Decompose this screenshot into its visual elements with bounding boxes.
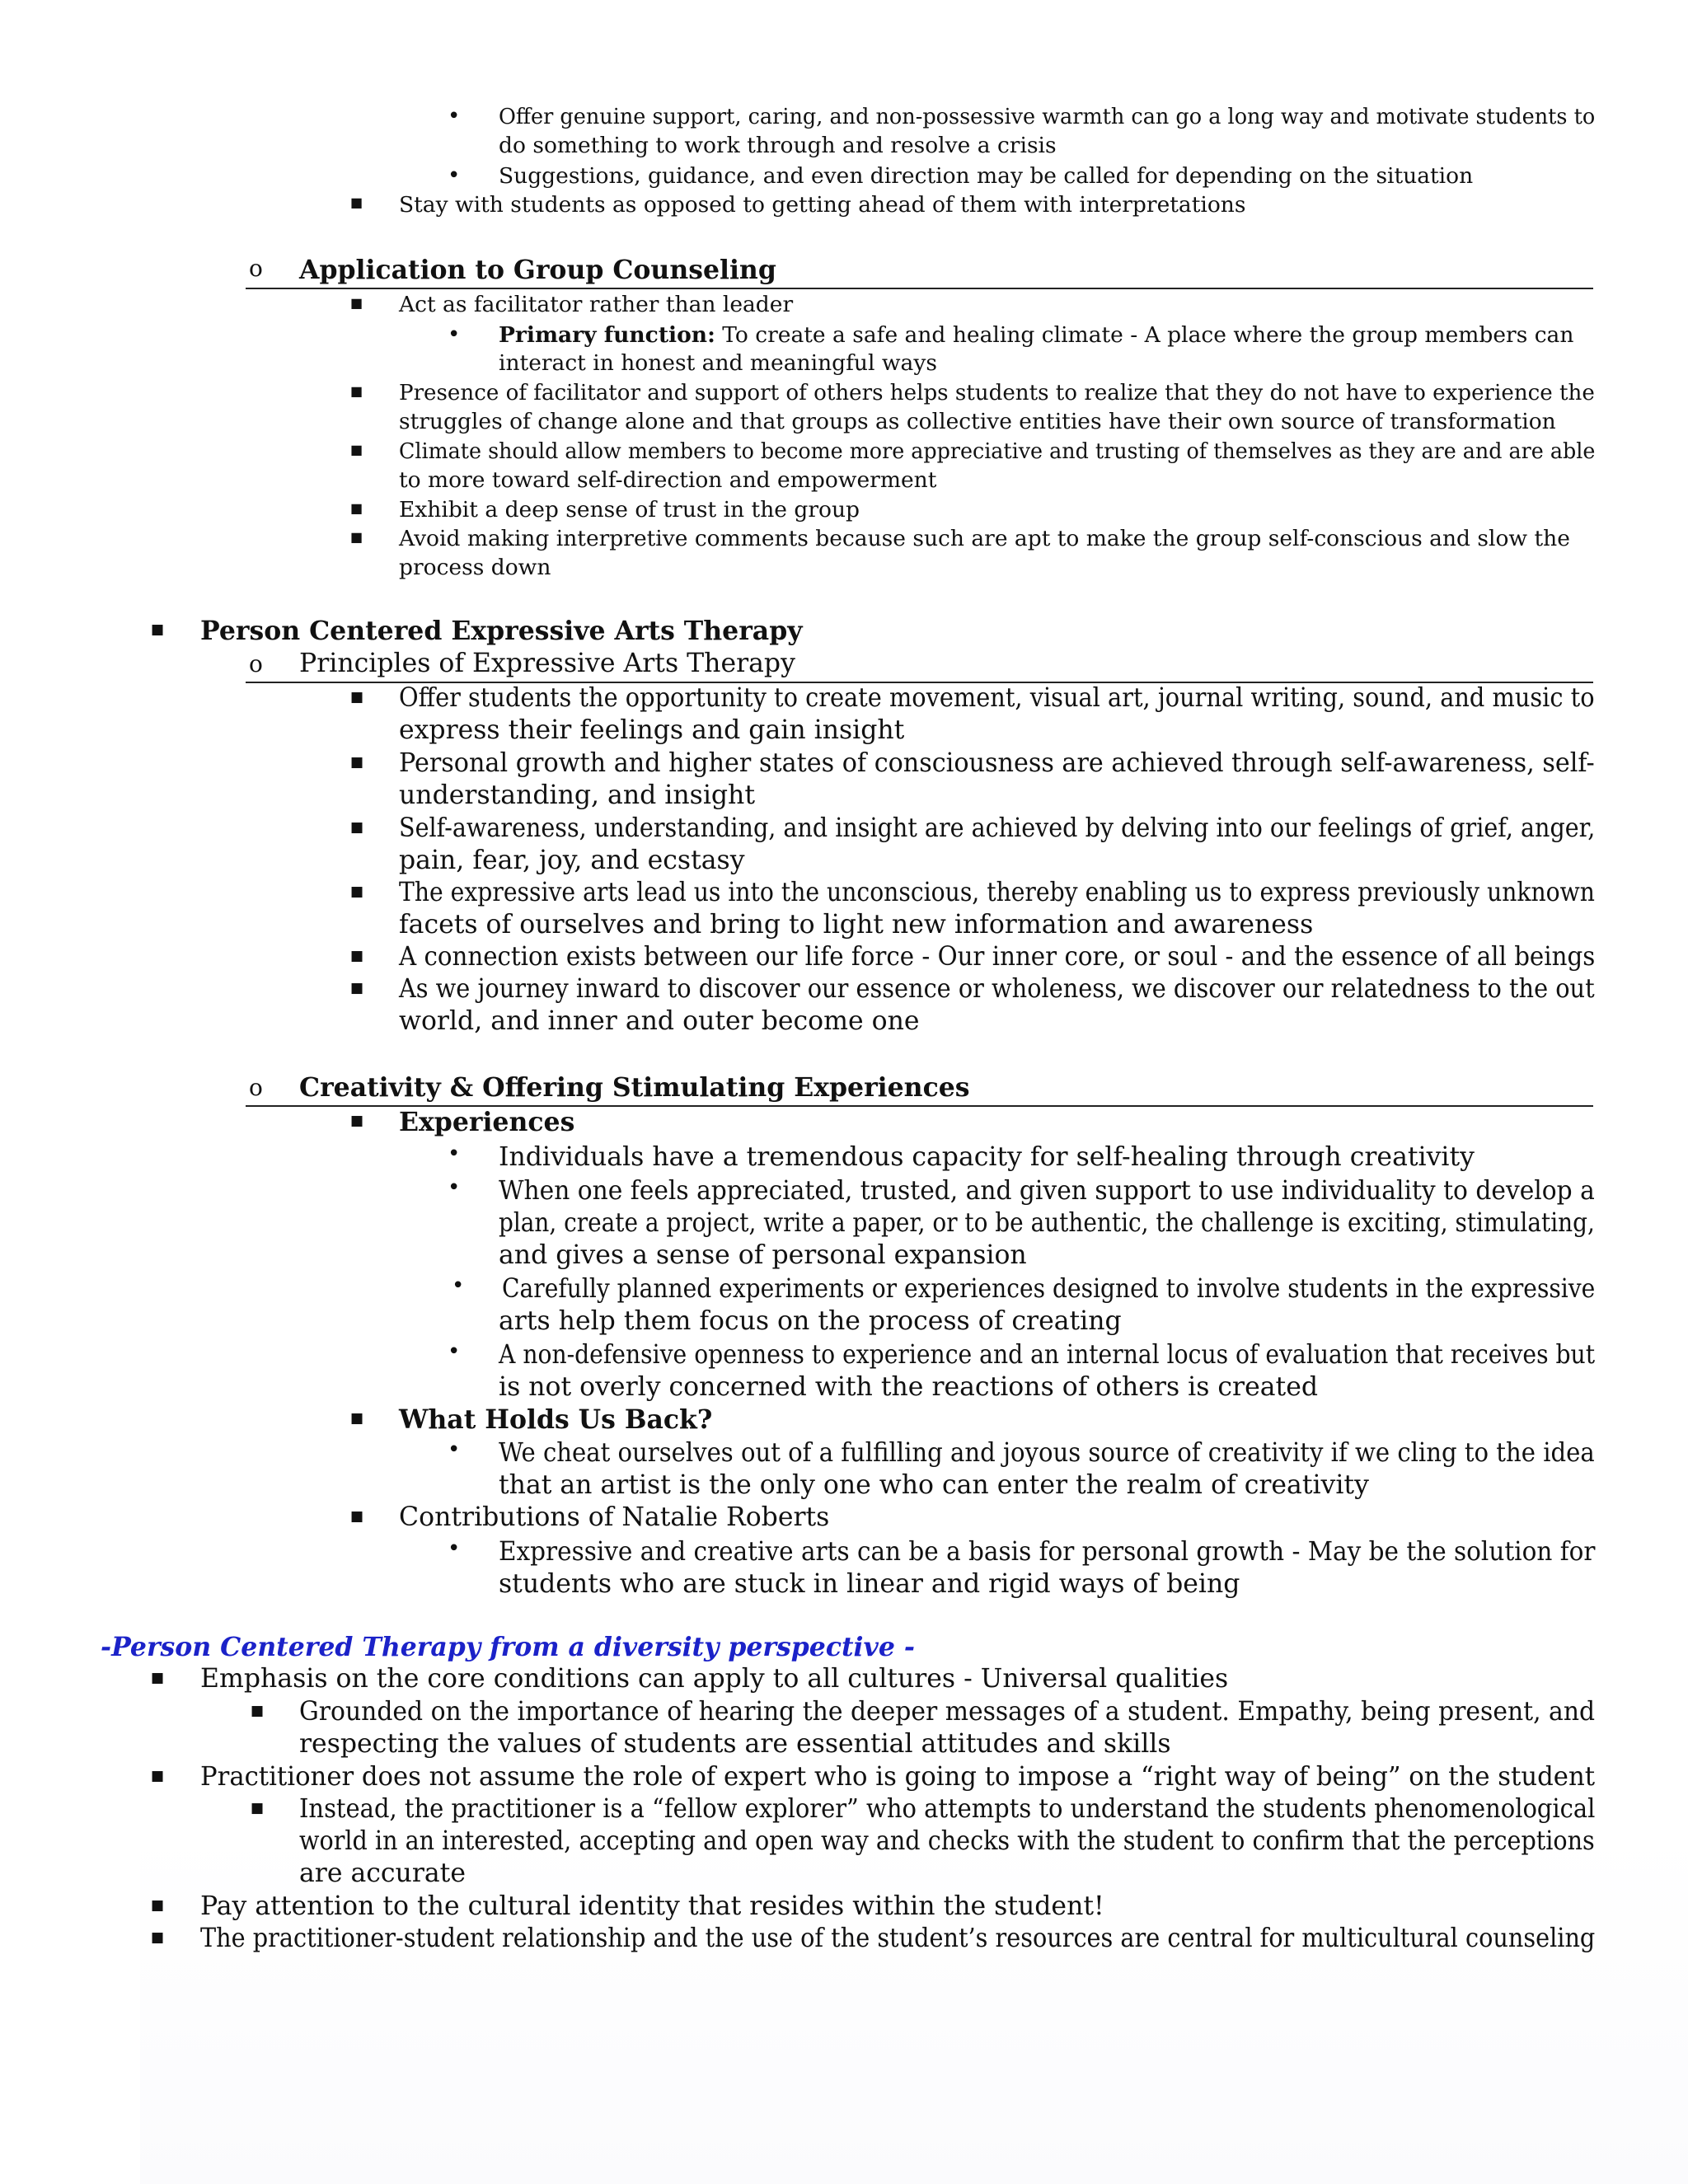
list-item: As we journey inward to discover our essence or wholeness, we discover our relatedness to the out bbox=[399, 974, 1595, 1004]
bullet-square: ■ bbox=[151, 1768, 165, 1784]
list-item: Act as facilitator rather than leader bbox=[399, 292, 794, 317]
list-item: Offer students the opportunity to create movement, visual art, journal writing, sound, and music to bbox=[399, 683, 1595, 713]
list-item: Instead, the practitioner is a “fellow explorer” who attempts to understand the students phenomenological bbox=[299, 1794, 1596, 1824]
list-item: We cheat ourselves out of a fulfilling and joyous source of creativity if we cling to the idea bbox=[499, 1438, 1595, 1468]
list-item-continuation: plan, create a project, write a paper, or to be authentic, the challenge is exciting, stimulating, bbox=[499, 1208, 1595, 1238]
bullet-square: ■ bbox=[151, 1897, 165, 1914]
list-item: Climate should allow members to become more appreciative and trusting of themselves as they are and are able bbox=[399, 438, 1596, 464]
list-item bbox=[499, 321, 1573, 349]
section-heading-diversity: -Person Centered Therapy from a diversity perspective - bbox=[101, 1632, 915, 1662]
list-item-continuation: interact in honest and meaningful ways bbox=[499, 350, 937, 376]
list-item: Grounded on the importance of hearing the deeper messages of a student. Empathy, being present, and bbox=[299, 1697, 1596, 1727]
list-item-heading: What Holds Us Back? bbox=[399, 1404, 713, 1435]
bullet-square: ■ bbox=[251, 1703, 265, 1719]
list-item-continuation: that an artist is the only one who can enter the realm of creativity bbox=[499, 1470, 1369, 1500]
list-item-continuation: process down bbox=[399, 555, 551, 580]
list-item: Avoid making interpretive comments because such are apt to make the group self-conscious and slow the bbox=[399, 526, 1570, 551]
list-item: Carefully planned experiments or experiences designed to involve students in the expressive bbox=[502, 1274, 1596, 1304]
list-item-continuation: are accurate bbox=[299, 1858, 466, 1888]
bullet-circle: o bbox=[249, 1074, 263, 1101]
list-item-continuation: is not overly concerned with the reactions of others is created bbox=[499, 1372, 1319, 1402]
bullet-square: ■ bbox=[350, 442, 363, 457]
bullet-square: ■ bbox=[151, 1929, 165, 1946]
list-item-continuation: understanding, and insight bbox=[399, 780, 756, 810]
list-item: Offer genuine support, caring, and non-possessive warmth can go a long way and motivate students to bbox=[499, 104, 1596, 129]
subsection-heading: Creativity & Offering Stimulating Experiences bbox=[299, 1072, 970, 1103]
section-heading: Application to Group Counseling bbox=[299, 255, 776, 285]
bullet-square: ■ bbox=[350, 883, 364, 900]
list-item: Individuals have a tremendous capacity for self-healing through creativity bbox=[499, 1142, 1475, 1172]
bullet-dot: • bbox=[448, 1536, 461, 1561]
list-item: When one feels appreciated, trusted, and given support to use individuality to develop a bbox=[499, 1176, 1595, 1206]
bullet-square: ■ bbox=[350, 1508, 364, 1525]
section-heading: Person Centered Expressive Arts Therapy bbox=[200, 616, 803, 646]
list-item: Stay with students as opposed to getting ahead of them with interpretations bbox=[399, 192, 1246, 218]
bullet-square: ■ bbox=[350, 1410, 364, 1427]
list-item-continuation: to more toward self-direction and empowerment bbox=[399, 467, 937, 493]
list-item: Presence of facilitator and support of others helps students to realize that they do not have to experience the bbox=[399, 380, 1595, 405]
bullet-square: ■ bbox=[350, 194, 363, 210]
list-item-continuation: do something to work through and resolve a crisis bbox=[499, 133, 1057, 158]
bullet-dot: • bbox=[448, 163, 461, 188]
list-item-continuation: and gives a sense of personal expansion bbox=[499, 1240, 1027, 1270]
list-item-continuation: respecting the values of students are essential attitudes and skills bbox=[299, 1729, 1171, 1759]
list-item-continuation: facets of ourselves and bring to light new information and awareness bbox=[399, 910, 1314, 940]
list-item: Personal growth and higher states of consciousness are achieved through self-awareness, self- bbox=[399, 748, 1595, 778]
bullet-square: ■ bbox=[350, 295, 363, 311]
list-item: Emphasis on the core conditions can apply to all cultures - Universal qualities bbox=[200, 1664, 1229, 1694]
list-item: Pay attention to the cultural identity that resides within the student! bbox=[200, 1891, 1104, 1921]
list-item: Self-awareness, understanding, and insight are achieved by delving into our feelings of grief, anger, bbox=[399, 813, 1596, 843]
list-item: A non-defensive openness to experience and an internal locus of evaluation that receives but bbox=[499, 1340, 1596, 1370]
bullet-circle: o bbox=[249, 255, 263, 282]
list-item-heading: Experiences bbox=[399, 1107, 575, 1137]
list-item-continuation: arts help them focus on the process of creating bbox=[499, 1306, 1122, 1336]
list-item-continuation: express their feelings and gain insight bbox=[399, 715, 905, 745]
primary-function-text: To create a safe and healing climate - A place where the group members can bbox=[715, 322, 1574, 348]
bullet-square: ■ bbox=[350, 689, 364, 705]
heading-underline bbox=[246, 288, 1593, 289]
bullet-square: ■ bbox=[350, 383, 363, 399]
bullet-square: ■ bbox=[350, 754, 364, 771]
list-item: Expressive and creative arts can be a basis for personal growth - May be the solution for bbox=[499, 1537, 1596, 1567]
bullet-square: ■ bbox=[151, 1670, 165, 1686]
bullet-dot: • bbox=[448, 1141, 461, 1166]
list-item-continuation: world, and inner and outer become one bbox=[399, 1006, 920, 1036]
list-item: Suggestions, guidance, and even direction may be called for depending on the situation bbox=[499, 163, 1474, 189]
list-item: A connection exists between our life force - Our inner core, or soul - and the essence of all beings bbox=[399, 942, 1596, 972]
list-item: Practitioner does not assume the role of expert who is going to impose a “right way of being” on the student bbox=[200, 1762, 1596, 1792]
subsection-heading: Principles of Expressive Arts Therapy bbox=[299, 649, 795, 678]
list-item-continuation: students who are stuck in linear and rigid ways of being bbox=[499, 1569, 1240, 1599]
bullet-dot: • bbox=[448, 1339, 461, 1364]
bullet-dot: • bbox=[448, 322, 461, 347]
bullet-circle: o bbox=[249, 650, 263, 677]
bullet-dot: • bbox=[448, 104, 461, 129]
bullet-square: ■ bbox=[350, 819, 364, 836]
list-item: Exhibit a deep sense of trust in the group bbox=[399, 497, 860, 523]
list-item-continuation: world in an interested, accepting and open way and checks with the student to confirm that the perceptions bbox=[299, 1826, 1595, 1856]
bullet-square: ■ bbox=[350, 1113, 364, 1129]
list-item: The practitioner-student relationship and the use of the student’s resources are central for multicultural counseling bbox=[200, 1924, 1596, 1953]
list-item-continuation: pain, fear, joy, and ecstasy bbox=[399, 846, 745, 875]
bullet-dot: • bbox=[448, 1437, 461, 1462]
list-item: The expressive arts lead us into the unconscious, thereby enabling us to express previously unknown bbox=[399, 878, 1595, 907]
bullet-square: ■ bbox=[350, 948, 364, 964]
bullet-square: ■ bbox=[350, 500, 363, 516]
list-item-continuation: struggles of change alone and that groups as collective entities have their own source of transformation bbox=[399, 409, 1556, 434]
list-item: Contributions of Natalie Roberts bbox=[399, 1502, 830, 1532]
bullet-dot: • bbox=[448, 1175, 461, 1200]
bullet-dot: • bbox=[452, 1273, 465, 1298]
bullet-square: ■ bbox=[350, 980, 364, 996]
bullet-square: ■ bbox=[350, 529, 363, 545]
primary-function-label: Primary function: bbox=[499, 322, 715, 348]
bullet-square: ■ bbox=[151, 621, 165, 638]
bullet-square: ■ bbox=[251, 1800, 265, 1816]
